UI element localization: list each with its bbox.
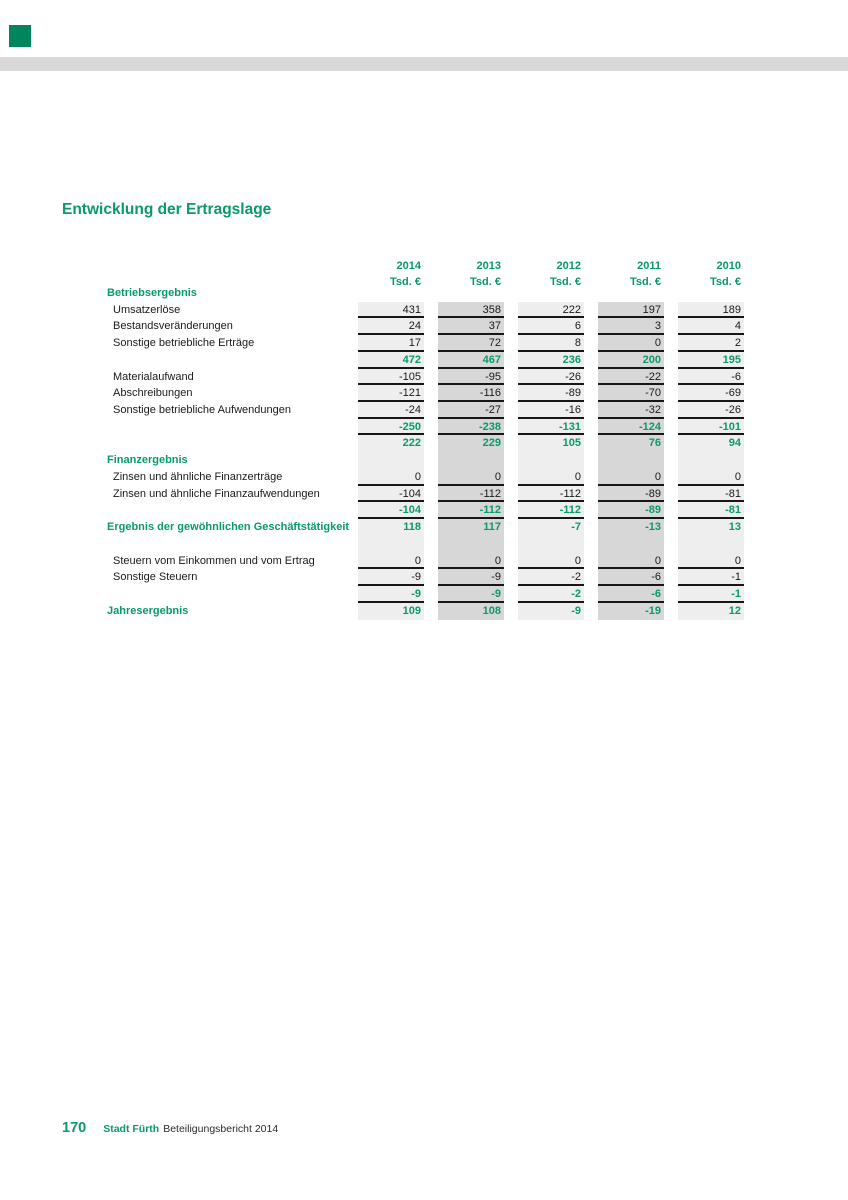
unit-header: Tsd. € [390,276,421,288]
value-cell: -1 [678,569,744,586]
value-cell: 37 [438,318,504,335]
row-label: Zinsen und ähnliche Finanzerträge [113,470,283,483]
value-cell: 358 [438,302,504,319]
value-cell: -250 [358,419,424,436]
value-cell: -70 [598,385,664,402]
value-cell: -6 [678,369,744,386]
unit-header: Tsd. € [630,276,661,288]
value-cell: -19 [645,604,661,617]
value-cell: -104 [358,486,424,503]
value-cell: -81 [678,502,744,519]
value-cell: 117 [483,521,501,534]
table-row [0,369,848,386]
value-cell: 3 [598,318,664,335]
value-cell: 195 [678,352,744,369]
value-cell: -9 [358,586,424,603]
value-cell: -27 [438,402,504,419]
value-cell: -116 [438,385,504,402]
value-cell: 0 [358,553,424,570]
row-label: Umsatzerlöse [113,303,181,316]
value-cell: -131 [518,419,584,436]
value-cell: -238 [438,419,504,436]
value-cell: 76 [648,437,661,450]
value-cell: -13 [645,521,661,534]
table-row [0,469,848,486]
value-cell: -89 [598,502,664,519]
value-cell: -2 [518,569,584,586]
value-cell: 229 [482,437,501,450]
row-label: Ergebnis der gewöhnlichen Geschäftstätigkeit [107,521,350,534]
value-cell: -1 [678,586,744,603]
value-cell: -104 [358,502,424,519]
value-cell: -24 [358,402,424,419]
value-cell: -101 [678,419,744,436]
value-cell: 431 [358,302,424,319]
row-label: Jahresergebnis [107,604,189,617]
value-cell: -81 [678,486,744,503]
row-label: Finanzergebnis [107,454,188,467]
table-row [0,302,848,319]
value-cell: 0 [438,553,504,570]
table-row [0,385,848,402]
value-cell: -112 [518,502,584,519]
unit-header: Tsd. € [470,276,501,288]
value-cell: 8 [518,335,584,352]
value-cell: -2 [518,586,584,603]
year-header: 2014 [396,260,421,272]
table-row [0,553,848,570]
value-cell: -105 [358,369,424,386]
value-cell: 222 [518,302,584,319]
value-cell: 0 [598,335,664,352]
value-cell: -112 [438,486,504,503]
value-cell: -112 [518,486,584,503]
value-cell: -124 [598,419,664,436]
value-cell: -89 [518,385,584,402]
value-cell: 118 [403,521,421,534]
value-cell: 94 [728,437,741,450]
table-row [0,502,848,519]
table-row [0,318,848,335]
table-row [0,452,848,469]
value-cell: -9 [438,586,504,603]
value-cell: -26 [518,369,584,386]
value-cell: 200 [598,352,664,369]
value-cell: 72 [438,335,504,352]
value-cell: -26 [678,402,744,419]
value-cell: 6 [518,318,584,335]
unit-header: Tsd. € [550,276,581,288]
year-header: 2013 [476,260,501,272]
value-cell: 4 [678,318,744,335]
value-cell: 222 [402,437,421,450]
value-cell: 197 [598,302,664,319]
value-cell: 0 [358,469,424,486]
value-cell: -22 [598,369,664,386]
value-cell: 189 [678,302,744,319]
value-cell: -7 [571,521,581,534]
value-cell: 24 [358,318,424,335]
unit-header: Tsd. € [710,276,741,288]
table-row [0,586,848,603]
page-title: Entwicklung der Ertragslage [62,201,272,218]
corner-square-mark [9,25,31,47]
year-header: 2010 [716,260,741,272]
value-cell: 2 [678,335,744,352]
footer-report-title: Beteiligungsbericht 2014 [163,1123,279,1135]
table-row [0,603,848,620]
table-row [0,402,848,419]
value-cell: 0 [678,469,744,486]
value-cell: -121 [358,385,424,402]
value-cell: 17 [358,335,424,352]
header-bar [0,57,848,71]
table-row [0,285,848,302]
value-cell: 0 [678,553,744,570]
year-header: 2011 [637,260,661,272]
value-cell: 0 [598,553,664,570]
year-header: 2012 [556,260,581,272]
value-cell: 108 [482,604,501,617]
value-cell: -69 [678,385,744,402]
row-label: Sonstige betriebliche Erträge [113,337,255,350]
row-label: Abschreibungen [113,387,193,400]
footer-brand: Stadt Fürth [103,1123,160,1135]
value-cell: -9 [358,569,424,586]
table-row [0,352,848,369]
footer-page-number: 170 [62,1120,87,1136]
value-cell: -16 [518,402,584,419]
page-footer [62,1120,278,1136]
value-cell: -6 [598,569,664,586]
row-label: Betriebsergebnis [107,287,197,299]
value-cell: 105 [562,437,581,450]
table-row [0,419,848,436]
value-cell: -32 [598,402,664,419]
row-label: Bestandsveränderungen [113,320,233,333]
row-label: Zinsen und ähnliche Finanzaufwendungen [113,487,320,500]
row-label: Sonstige betriebliche Aufwendungen [113,404,291,417]
row-label: Steuern vom Einkommen und vom Ertrag [113,554,315,567]
value-cell: -6 [598,586,664,603]
row-label: Sonstige Steuern [113,571,198,584]
table-row [0,569,848,586]
value-cell: 12 [728,604,741,617]
value-cell: -9 [438,569,504,586]
value-cell: 236 [518,352,584,369]
value-cell: -9 [571,604,581,617]
value-cell: -95 [438,369,504,386]
table-row [0,519,848,536]
value-cell: 0 [518,469,584,486]
value-cell: -89 [598,486,664,503]
value-cell: 0 [518,553,584,570]
value-cell: -112 [438,502,504,519]
value-cell: 109 [402,604,421,617]
value-cell: 467 [438,352,504,369]
table-row [0,536,848,553]
table-row [0,335,848,352]
value-cell: 0 [598,469,664,486]
value-cell: 13 [728,521,741,534]
value-cell: 472 [358,352,424,369]
table-row [0,486,848,503]
row-label: Materialaufwand [113,370,194,383]
value-cell: 0 [438,469,504,486]
table-row [0,435,848,452]
